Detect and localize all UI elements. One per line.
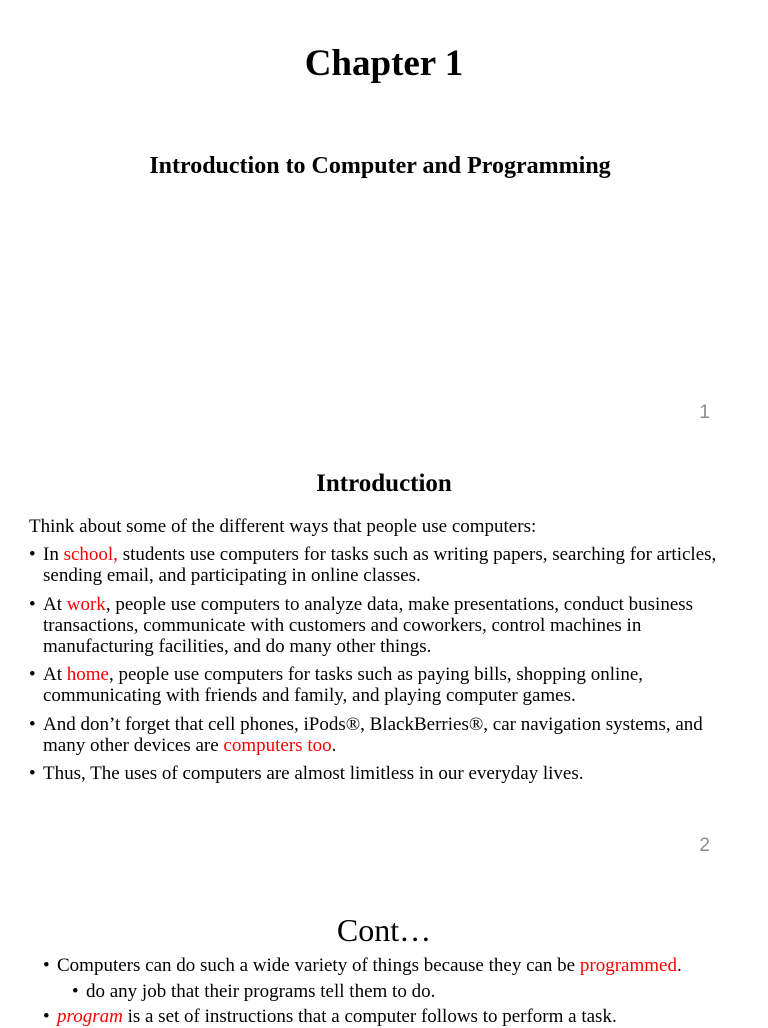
- highlight-text: home: [66, 664, 109, 685]
- highlight-text: computers too: [223, 734, 332, 756]
- slide-title: Chapter 1: [304, 43, 464, 84]
- slide-number: 1: [699, 402, 710, 423]
- bullet-text: students use computers for tasks such as writing papers, searching for articles, sending email, and participating in online classes.: [43, 544, 717, 586]
- bullet-list: [43, 955, 743, 1028]
- slide-1: [0, 0, 768, 440]
- bullet-text: In: [43, 544, 64, 565]
- slide-number: 2: [699, 835, 710, 856]
- bullet-text: At: [43, 664, 67, 685]
- highlight-text: program: [57, 1006, 123, 1027]
- bullet-text: And don’t forget that cell phones, iPods®, BlackBerries®, car navigation systems, and many other devices are: [43, 713, 703, 756]
- bullet-text: .: [331, 734, 337, 756]
- bullet-text: .: [676, 955, 682, 976]
- highlight-text: programmed: [579, 955, 677, 976]
- slide-3: [0, 880, 768, 1027]
- bullet-icon: •: [29, 664, 36, 685]
- slide-2: [0, 440, 768, 880]
- slide-subtitle: Introduction to Computer and Programming: [149, 153, 611, 179]
- bullet-icon: •: [29, 713, 36, 735]
- highlight-text: work: [66, 593, 106, 615]
- intro-text: Think about some of the different ways that people use computers:: [29, 516, 537, 537]
- bullet-icon: •: [72, 981, 79, 1002]
- bullet-text: Computers can do such a wide variety of things because they can be: [57, 955, 580, 976]
- list-item: [43, 955, 743, 977]
- bullet-text: do any job that their programs tell them to do.: [86, 981, 436, 1002]
- bullet-icon: •: [43, 955, 50, 976]
- bullet-text: At: [43, 593, 67, 615]
- list-item: [43, 1006, 743, 1028]
- bullet-icon: •: [29, 544, 36, 565]
- list-item: [29, 714, 719, 756]
- bullet-icon: •: [29, 763, 36, 784]
- list-item: [29, 544, 719, 586]
- sub-list-item: [72, 981, 743, 1003]
- bullet-icon: •: [43, 1006, 50, 1027]
- bullet-text: is a set of instructions that a computer follows to perform a task.: [122, 1006, 617, 1027]
- bullet-text: Thus, The uses of computers are almost limitless in our everyday lives.: [43, 763, 584, 784]
- list-item: [29, 594, 719, 657]
- list-item: [29, 763, 719, 784]
- bullet-icon: •: [29, 593, 36, 615]
- bullet-text: , people use computers for tasks such as paying bills, shopping online, communicating with friends and family, and playing computer games.: [43, 664, 644, 706]
- highlight-text: school,: [63, 544, 118, 565]
- bullet-text: , people use computers to analyze data, make presentations, conduct business transactions, communicate with customers and coworkers, control machines in manufacturing facilities, and do many other things.: [43, 593, 694, 657]
- slide-heading: Introduction: [316, 470, 452, 497]
- list-item: [29, 664, 719, 706]
- bullet-list: [29, 544, 719, 792]
- slide-heading: Cont…: [336, 912, 432, 948]
